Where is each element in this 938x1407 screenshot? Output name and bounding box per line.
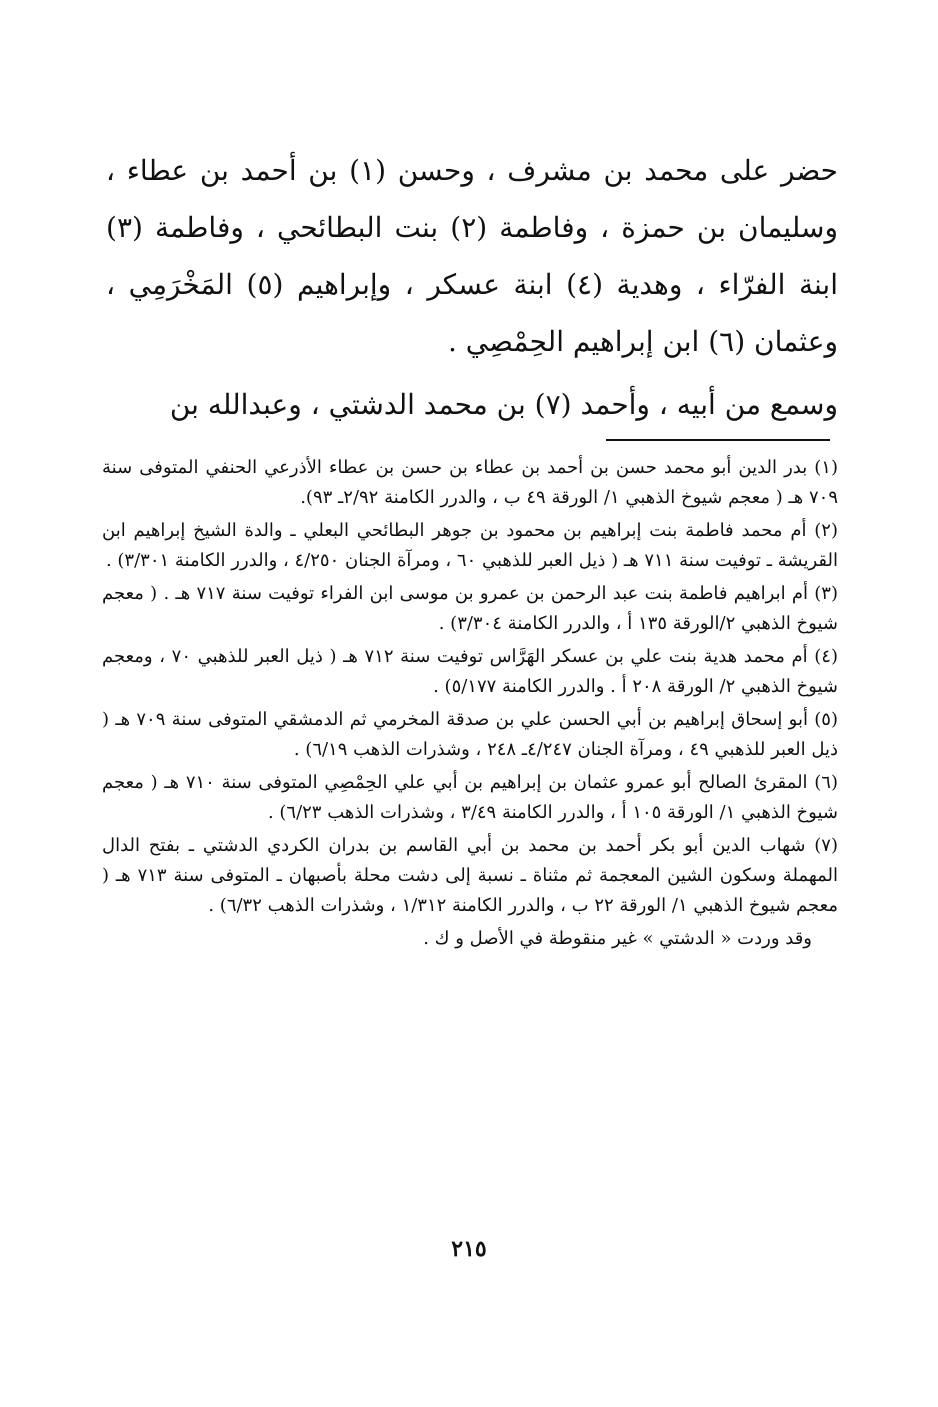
page-number: ٢١٥ — [451, 1236, 487, 1262]
footnote-separator — [606, 439, 830, 441]
footnote-7: (٧) شهاب الدين أبو بكر أحمد بن محمد بن أبي القاسم بن بدران الكردي الدشتي ـ بفتح الدال المهملة وسكون الشين المعجمة ثم مثناة ـ نسبة إلى دشت محلة بأصبهان ـ المتوفى سنة ٧١٣ هـ ( معجم شيوخ الذهبي ١/ الورقة ٢٢ ب ، والدرر الكامنة ١/٣١٢ ، وشذرات الذهب ٦/٣٢) . — [102, 835, 839, 916]
footnote-6: (٦) المقرئ الصالح أبو عمرو عثمان بن إبراهيم بن أبي علي الحِمْصِي المتوفى سنة ٧١٠ هـ ( معجم شيوخ الذهبي ١/ الورقة ١٠٥ أ ، والدرر الكامنة ٣/٤٩ ، وشذرات الذهب ٦/٢٣) . — [102, 772, 838, 823]
footnote-5: (٥) أبو إسحاق إبراهيم بن أبي الحسن علي بن صدقة المخرمي ثم الدمشقي المتوفى سنة ٧٠٩ هـ ( ذيل العبر للذهبي ٤٩ ، ومرآة الجنان ٤/٢٤٧ـ ٢٤٨ ، وشذرات الذهب ٦/١٩) . — [102, 709, 838, 760]
main-text — [106, 142, 838, 433]
footnote-4: (٤) أم محمد هدية بنت علي بن عسكر الهَرَّاس توفيت سنة ٧١٢ هـ ( ذيل العبر للذهبي ٧٠ ، ومعجم شيوخ الذهبي ٢/ الورقة ٢٠٨ أ . والدرر الكامنة ٥/١٧٧) . — [102, 646, 838, 697]
main-paragraph: وسمع من أبيه ، وأحمد (٧) بن محمد الدشتي ، وعبدالله بن — [169, 388, 838, 421]
footnote-3: (٣) أم ابراهيم فاطمة بنت عبد الرحمن بن عمرو بن موسى ابن الفراء توفيت سنة ٧١٧ هـ . ( معجم شيوخ الذهبي ٢/الورقة ١٣٥ أ ، والدرر الكامنة ٣/٣٠٤) . — [102, 583, 838, 634]
footnotes — [102, 453, 838, 954]
main-paragraph: حضر على محمد بن مشرف ، وحسن (١) بن أحمد بن عطاء ، وسليمان بن حمزة ، وفاطمة (٢) بنت البطائحي ، وفاطمة (٣) ابنة الفرّاء ، وهدية (٤) ابنة عسكر ، وإبراهيم (٥) المَخْرَمِي ، وعثمان (٦) ابن إبراهيم الحِمْصِي . — [106, 154, 839, 358]
footnote-remark: وقد وردت « الدشتي » غير منقوطة في الأصل و ك . — [423, 928, 812, 949]
footnote-2: (٢) أم محمد فاطمة بنت إبراهيم بن محمود بن جوهر البطائحي البعلي ـ والدة الشيخ إبراهيم ابن القريشة ـ توفيت سنة ٧١١ هـ ( ذيل العبر للذهبي ٦٠ ، ومرآة الجنان ٤/٢٥٠ ، والدرر الكامنة ٣/٣٠١) . — [102, 520, 838, 571]
footnote-1: (١) بدر الدين أبو محمد حسن بن أحمد بن عطاء بن حسن بن عطاء الأذرعي الحنفي المتوفى سنة ٧٠٩ هـ ( معجم شيوخ الذهبي ١/ الورقة ٤٩ ب ، والدرر الكامنة ٢/٩٢ـ ٩٣). — [102, 457, 838, 508]
